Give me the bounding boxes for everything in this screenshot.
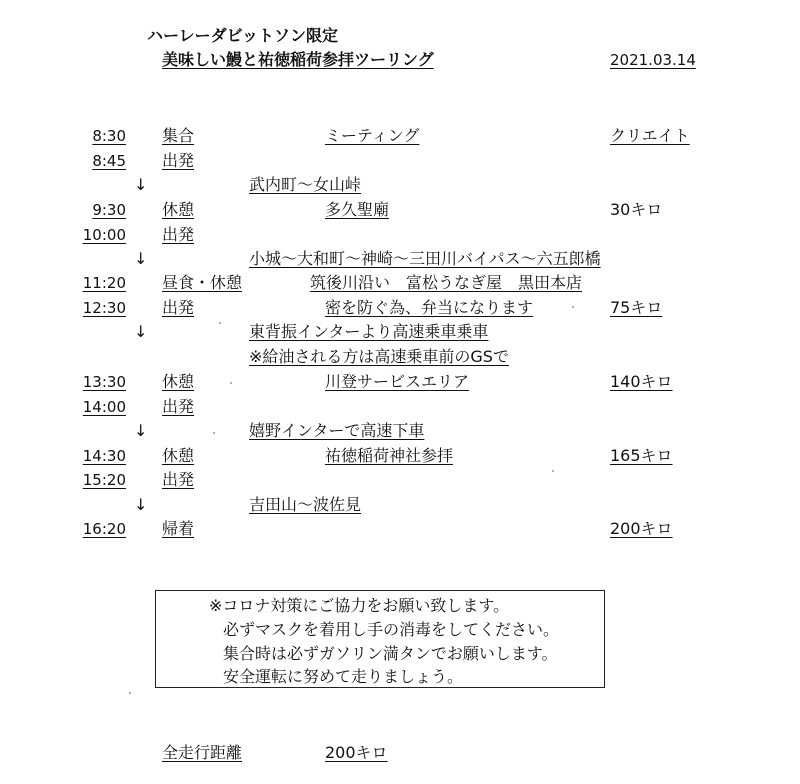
row-dist: 200キロ <box>610 519 673 538</box>
row-time: 16:20 <box>82 520 126 538</box>
route-text: 小城～大和町～神崎～三田川バイパス～六五郎橋 <box>249 249 601 268</box>
scan-speck <box>552 470 554 472</box>
row-time: 11:20 <box>82 274 126 292</box>
schedule-row <box>0 445 800 467</box>
route-note: ※給油される方は高速乗車前のGSで <box>249 347 509 366</box>
down-arrow-icon: ↓ <box>134 175 148 194</box>
row-label: 帰着 <box>162 519 195 538</box>
row-label: 休憩 <box>162 200 195 219</box>
row-label: 集合 <box>162 126 195 145</box>
row-label: 出発 <box>162 470 195 489</box>
row-desc: 密を防ぐ為、弁当になります <box>325 298 534 317</box>
schedule-row <box>0 518 800 540</box>
schedule-row <box>0 125 800 147</box>
row-desc: ミーティング <box>325 126 420 145</box>
row-time: 10:00 <box>82 226 126 244</box>
row-time: 12:30 <box>82 299 126 317</box>
row-time: 13:30 <box>82 373 126 391</box>
route-text: 武内町～女山峠 <box>249 175 362 194</box>
scan-speck <box>219 322 221 324</box>
down-arrow-icon: ↓ <box>134 322 148 341</box>
scan-speck <box>129 692 131 694</box>
notice-line: 集合時は必ずガソリン満タンでお願いします。 <box>223 644 558 663</box>
scan-speck <box>213 432 215 434</box>
row-label: 休憩 <box>162 372 195 391</box>
schedule-route-row <box>0 174 800 196</box>
notice-box <box>155 590 605 688</box>
schedule-row <box>0 272 800 294</box>
row-desc: 多久聖廟 <box>325 200 390 219</box>
row-time: 9:30 <box>92 201 126 219</box>
schedule-row <box>0 396 800 418</box>
schedule-row <box>0 371 800 393</box>
row-dist: 75キロ <box>610 298 663 317</box>
row-label: 昼食・休憩 <box>162 273 243 292</box>
down-arrow-icon: ↓ <box>134 495 148 514</box>
row-label: 出発 <box>162 397 195 416</box>
row-dist: 165キロ <box>610 446 673 465</box>
date: 2021.03.14 <box>610 51 696 69</box>
route-text: 東背振インターより高速乗車乗車 <box>249 322 489 341</box>
schedule-row <box>0 297 800 319</box>
schedule-route-row <box>0 248 800 270</box>
row-dist: 30キロ <box>610 200 663 219</box>
row-time: 8:30 <box>92 127 126 145</box>
row-time: 8:45 <box>92 152 126 170</box>
row-desc: 川登サービスエリア <box>325 372 470 391</box>
down-arrow-icon: ↓ <box>134 421 148 440</box>
schedule-row <box>0 150 800 172</box>
route-text: 吉田山～波佐見 <box>249 495 362 514</box>
schedule-route-row <box>0 420 800 442</box>
notice-line: 必ずマスクを着用し手の消毒をしてください。 <box>223 620 560 639</box>
row-time: 14:30 <box>82 447 126 465</box>
schedule-row <box>0 199 800 221</box>
down-arrow-icon: ↓ <box>134 249 148 268</box>
scan-speck <box>230 382 232 384</box>
row-desc: 筑後川沿い 富松うなぎ屋 黒田本店 <box>310 273 583 292</box>
schedule-route-row <box>0 321 800 343</box>
row-time: 14:00 <box>82 398 126 416</box>
row-desc: 祐徳稲荷神社参拝 <box>325 446 454 465</box>
total-value: 200キロ <box>325 743 388 762</box>
row-dist: 140キロ <box>610 372 673 391</box>
schedule-route-row <box>0 494 800 516</box>
total-label: 全走行距離 <box>162 743 243 762</box>
row-label: 出発 <box>162 151 195 170</box>
schedule-row <box>0 224 800 246</box>
title-line-1: ハーレーダビットソン限定 <box>147 26 339 45</box>
row-time: 15:20 <box>82 471 126 489</box>
schedule-route-row <box>0 346 800 368</box>
title-line-2: 美味しい鰻と祐徳稲荷参拝ツーリング <box>162 50 434 69</box>
notice-line: 安全運転に努めて走りましょう。 <box>223 667 464 686</box>
row-dist: クリエイト <box>610 126 690 145</box>
row-label: 出発 <box>162 298 195 317</box>
row-label: 出発 <box>162 225 195 244</box>
route-text: 嬉野インターで高速下車 <box>249 421 425 440</box>
notice-line: ※コロナ対策にご協力をお願い致します。 <box>209 596 510 615</box>
scan-speck <box>572 306 574 308</box>
schedule-row <box>0 469 800 491</box>
row-label: 休憩 <box>162 446 195 465</box>
